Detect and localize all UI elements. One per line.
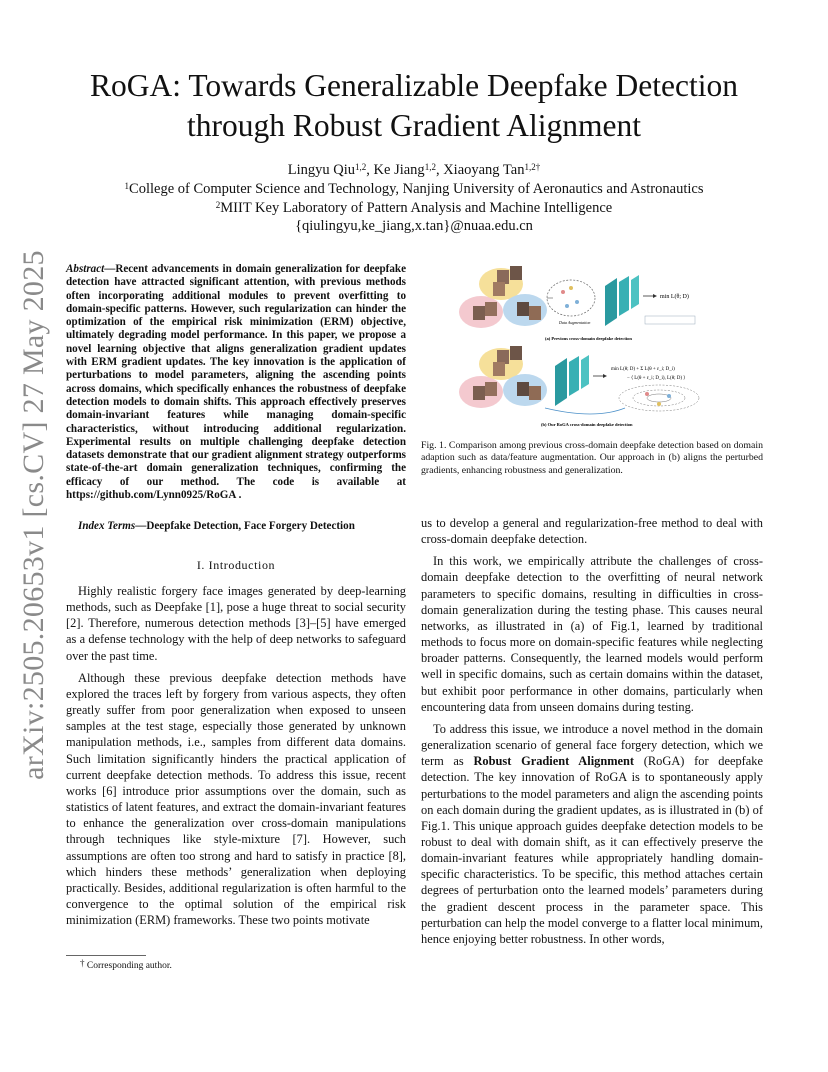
abstract (66, 263, 406, 502)
paper-title (60, 66, 768, 146)
title-line-1: RoGA: Towards Generalizable Deepfake Detection (90, 68, 738, 103)
objective-b-line-2: − ⟨ L(θ + ε_i; D_i), L(θ; D) ⟩ (627, 376, 686, 381)
footnote-marker: † (80, 958, 85, 968)
section-heading-introduction: I. Introduction (196, 558, 276, 572)
index-terms-label: Index Terms (78, 520, 136, 532)
intro-paragraph-2: Although these previous deepfake detection methods have explored the traces left by forgery from various aspects, they often greatly suffer from poor generalization when exposed to unseen samples at the test stage, especially those generated by unknown manipulation methods, i.e., samples from different data domains. Such limitation significantly hinders the practical application of current deepfake detection methods. To address this issue, recent works [6] introduce prior assumptions over the domain, such as statistics of latent features, and extract the domain-invariant features to enhance the generalization over cross-domain manipulations through techniques like style-mixture [7]. However, such assumptions are often too strong and hard to satisfy in practice [8], which hinders these methods’ generalization when deploying practically. Besides, additional regularization is often harmful to the convergence to the optimal solution of the empirical risk minimization (ERM) frameworks. These two points motivate (66, 670, 406, 928)
intro-paragraph-4 (421, 721, 763, 947)
author-list: Lingyu Qiu$^{1,2}$, Ke Jiang$^{1,2}$, Xiaoyang Tan$^{1,2\dagger}$ (287, 162, 541, 178)
face-thumbnail (473, 306, 485, 320)
objective-b-line-1: min L(θ; D) + Σ L(θ + ε_i; D_i) (611, 367, 675, 372)
sample-dot (561, 290, 565, 294)
data-augmentation-label: Data Augmentation (559, 320, 591, 325)
loss-contour (619, 385, 699, 411)
face-thumbnail (510, 346, 522, 360)
subfigure-b-label: (b) Our RoGA cross-domain deepfake detection (541, 422, 633, 427)
arrowhead-icon (603, 374, 607, 378)
network-layer (569, 356, 579, 396)
feedback-arrow (545, 408, 625, 414)
right-column-body (421, 515, 763, 947)
arxiv-stamp (14, 250, 54, 780)
intro-paragraph-continued: us to develop a general and regularization-free method to deal with cross-domain deepfake detection. (421, 516, 763, 547)
face-thumbnail (510, 266, 522, 280)
face-thumbnail (497, 270, 509, 284)
affiliation-1 (60, 180, 768, 199)
sample-dot (575, 300, 579, 304)
author-1-affil: 1,2 (355, 162, 367, 172)
affiliation-1-marker: 1 (124, 181, 130, 191)
face-thumbnail (517, 302, 529, 316)
affiliations (60, 180, 768, 236)
face-thumbnail (493, 282, 505, 296)
author-2: Ke Jiang (373, 162, 425, 178)
face-thumbnail (485, 382, 497, 396)
affiliation-2-text: MIIT Key Laboratory of Pattern Analysis and Machine Intelligence (220, 199, 613, 216)
sample-dot (565, 304, 569, 308)
face-thumbnail (485, 302, 497, 316)
network-layer (605, 278, 617, 326)
augmentation-cloud (547, 280, 595, 316)
figure-1-caption: Fig. 1. Comparison among previous cross-domain deepfake detection based on domain adaption such as data/feature augmentation. Our approach in (b) aligns the perturbed gradients, enhancing robustness and generalization. (421, 440, 763, 476)
left-column-body (66, 583, 406, 928)
ascent-point (667, 394, 671, 398)
arxiv-identifier: arXiv:2505.20653v1 [cs.CV] 27 May 2025 (17, 250, 50, 780)
affiliation-2-marker: 2 (215, 199, 221, 210)
intro-paragraph-3: In this work, we empirically attribute the challenges of cross-domain deepfake detection to the overfitting of neural network parameters to specific domains, resulting in difficulties in cross-domain generalization during the testing phase. This causes neural networks, as illustrated in (a) of Fig.1, learned by traditional methods to focus more on domain-specific features while neglecting broader patterns. Consequently, the learned models would perform well in specific domains, such as certain domains within the dataset, but exhibit poor performance in other domains, particularly when encountering data from unseen domains during testing. (421, 554, 763, 714)
intro-paragraph-4-a: To address this issue, we introduce a novel method in the domain generalization scenario of general face forgery detection, which we term as (421, 721, 763, 769)
face-thumbnail (493, 362, 505, 376)
legend-box (645, 316, 695, 324)
affiliation-2 (60, 199, 768, 218)
sample-dot (569, 286, 573, 290)
face-thumbnail (473, 386, 485, 400)
title-line-2: through Robust Gradient Alignment (186, 108, 642, 143)
footnote (66, 960, 406, 972)
network-layer (619, 276, 629, 316)
abstract-text: —Recent advancements in domain generalization for deepfake detection have attracted significant attention, with previous methods often incorporating additional modules to prevent overfitting to domain-specific patterns. However, such regularization can hinder the optimization of the empirical risk minimization (ERM) objective, ultimately degrading model performance. In this paper, we propose a novel learning objective that aligns generalization gradient updates with ERM gradient updates. The key innovation is the application of perturbations to model parameters, aligning the ascending points across domains, which specifically enhances the robustness of deepfake detection models to domain shifts. This approach effectively preserves domain-invariant features while managing domain-specific characteristics, without introducing additional regularization. Experimental results on multiple challenging deepfake detection datasets demonstrate that our gradient alignment strategy outperforms state-of-the-art domain generalization techniques, confirming the efficacy of our method. The code is available at https://github.com/Lynn0925/RoGA . (66, 263, 406, 502)
figure-1 (455, 258, 755, 430)
network-layer (555, 358, 567, 406)
face-thumbnail (497, 350, 509, 364)
abstract-label: Abstract (66, 263, 105, 275)
index-terms (66, 520, 406, 533)
face-thumbnail (529, 386, 541, 400)
intro-paragraph-1: Highly realistic forgery face images generated by deep-learning methods, such as Deepfake [1], pose a huge threat to social security [2]. Therefore, numerous detection methods [3]–[5] have emerged as a defense technology with the help of deep networks to safeguard over the past time. (66, 584, 406, 663)
affiliation-1-text: College of Computer Science and Technology, Nanjing University of Aeronautics and Astronautics (129, 181, 704, 197)
index-terms-text: —Deepfake Detection, Face Forgery Detection (135, 520, 355, 532)
face-thumbnail (517, 382, 529, 396)
footnote-divider (66, 955, 146, 956)
author-3-affil: 1,2† (524, 162, 541, 172)
arrowhead-icon (653, 294, 657, 298)
footnote-text: Corresponding author. (84, 961, 172, 971)
ascent-point (645, 392, 649, 396)
author-emails: {qiulingyu,ke_jiang,x.tan}@nuaa.edu.cn (295, 218, 533, 234)
author-1: Lingyu Qiu (287, 162, 356, 178)
intro-paragraph-4-b: (RoGA) for deepfake detection. The key innovation of RoGA is to spontaneously apply perturbations to the model parameters and align the ascending points on each domain during the gradient updates, as is illustrated in (b) of Fig.1. This unique approach guides deepfake detection models to be robust to deal with domain shift, as it can effectively preserve the domain-invariant features while appropriately handling domain-specific characteristics. To be specific, this method attaches certain degrees of perturbation onto the learned models’ parameters during the gradient descent process in the parameter space. This perturbation can help the model converge to a flatter local minimum, hence enjoying better robustness. In other words, (421, 754, 763, 946)
network-layer (631, 275, 639, 309)
face-thumbnail (529, 306, 541, 320)
method-name-bold: Robust Gradient Alignment (473, 754, 635, 769)
objective-a: min L(θ; D) (660, 294, 689, 300)
network-layer (581, 355, 589, 389)
subfigure-a-label: (a) Previous cross-domain deepfake detection (545, 336, 632, 341)
ascent-point (657, 402, 661, 406)
author-3: Xiaoyang Tan (443, 162, 525, 178)
author-2-affil: 1,2 (424, 162, 436, 172)
